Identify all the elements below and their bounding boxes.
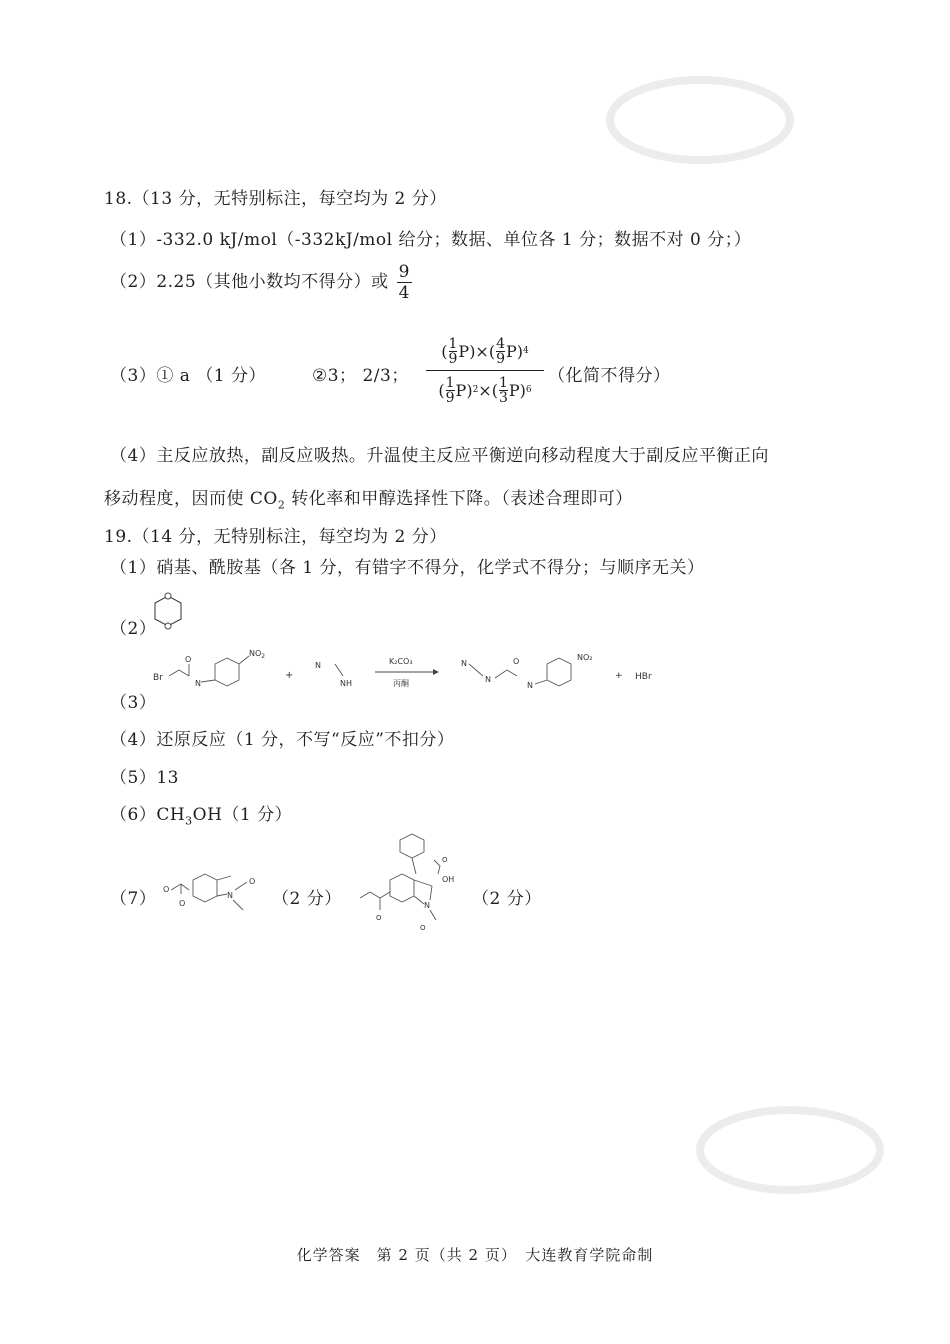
q19-answer-7-score-2: （2 分）	[472, 889, 542, 909]
fraction-numerator: 9	[398, 262, 410, 282]
struct7-n-a: N	[227, 891, 233, 900]
struct7-o-a: O	[163, 885, 170, 894]
q19-answer-2-label: （2）	[110, 619, 157, 639]
kp-numerator: ( 1 9 P)×( 4 9 P) 4	[441, 335, 529, 367]
reaction-catalyst: K₂CO₃	[389, 657, 413, 666]
q18-answer-3b: ②3； 2/3；	[312, 366, 409, 386]
watermark	[690, 1090, 890, 1210]
q19-header: 19.（14 分，无特别标注，每空均为 2 分）	[104, 527, 447, 547]
q18-answer-3c: （化简不得分）	[548, 366, 671, 386]
q19-answer-6-text-a: （6）CH	[110, 805, 186, 825]
reaction-plus-1: +	[285, 670, 294, 681]
fraction-denominator: 4	[398, 283, 410, 303]
struct7-oh: OH	[442, 875, 455, 884]
q18-answer-1: （1）-332.0 kJ/mol（-332kJ/mol 给分；数据、单位各 1 分；数据不对 0 分；）	[110, 230, 752, 250]
reaction-condition: 丙酮	[393, 679, 409, 688]
q19-answer-1: （1）硝基、酰胺基（各 1 分，有错字不得分，化学式不得分；与顺序无关）	[110, 558, 705, 578]
q19-answer-3-label: （3）	[110, 693, 157, 713]
q18-answer-4-line1: （4）主反应放热，副反应吸热。升温使主反应平衡逆向移动程度大于副反应平衡正向	[110, 446, 769, 466]
structure-7a	[155, 860, 265, 920]
reaction-o2: O	[513, 657, 520, 666]
q19-answer-7-label: （7）	[110, 889, 157, 909]
struct7-o-c: O	[179, 899, 186, 908]
reaction-n5: N	[527, 681, 533, 690]
struct7-o-e: O	[420, 924, 426, 932]
q18-answer-4-text-a: 移动程度，因而使 CO	[104, 489, 278, 509]
reaction-n2: N	[315, 661, 321, 670]
q19-answer-6-text-b: OH（1 分）	[192, 805, 293, 825]
reaction-hbr: HBr	[635, 672, 652, 682]
struct7-o-f: O	[376, 914, 382, 922]
reaction-n4: N	[485, 675, 491, 684]
kp-denominator: ( 1 9 P) 2 ×( 1 3 P) 6	[438, 374, 532, 406]
reaction-plus-2: +	[615, 671, 623, 681]
reaction-n1: N	[195, 679, 201, 688]
q19-answer-7-score-1: （2 分）	[272, 889, 342, 909]
reaction-no2-b: NO₂	[577, 653, 593, 662]
q18-answer-2-text: （2）2.25（其他小数均不得分）或	[110, 272, 389, 292]
q19-answer-5: （5）13	[110, 768, 179, 788]
reaction-no2-a: $NO_2$	[249, 649, 266, 660]
co2-subscript: 2	[277, 498, 286, 512]
reaction-n3: N	[461, 659, 467, 668]
kp-expression	[426, 334, 544, 407]
q18-answer-2	[110, 262, 414, 303]
reaction-br: Br	[153, 673, 163, 683]
q18-answer-4-text-b: 转化率和甲醇选择性下降。（表述合理即可）	[285, 489, 633, 509]
q18-answer-3a: （3）① a （1 分）	[110, 366, 266, 386]
structure-7b	[350, 830, 470, 935]
struct7-n-b: N	[424, 901, 430, 910]
q18-header: 18.（13 分，无特别标注，每空均为 2 分）	[104, 189, 447, 209]
q19-answer-4: （4）还原反应（1 分，不写“反应”不扣分）	[110, 730, 455, 750]
struct7-o-b: O	[249, 877, 256, 886]
watermark	[600, 60, 800, 180]
q18-answer-4-line2	[104, 484, 633, 511]
page-footer: 化学答案 第 2 页（共 2 页） 大连教育学院命制	[296, 1246, 654, 1264]
reaction-o1: O	[185, 655, 192, 664]
ch3-subscript: 3	[185, 814, 193, 828]
q19-answer-6	[110, 800, 292, 827]
struct7-o-d: O	[442, 856, 448, 864]
reaction-nh: NH	[340, 679, 352, 688]
reaction-scheme	[145, 642, 665, 702]
fraction-9-4	[397, 262, 412, 303]
dioxane-structure	[148, 590, 188, 634]
